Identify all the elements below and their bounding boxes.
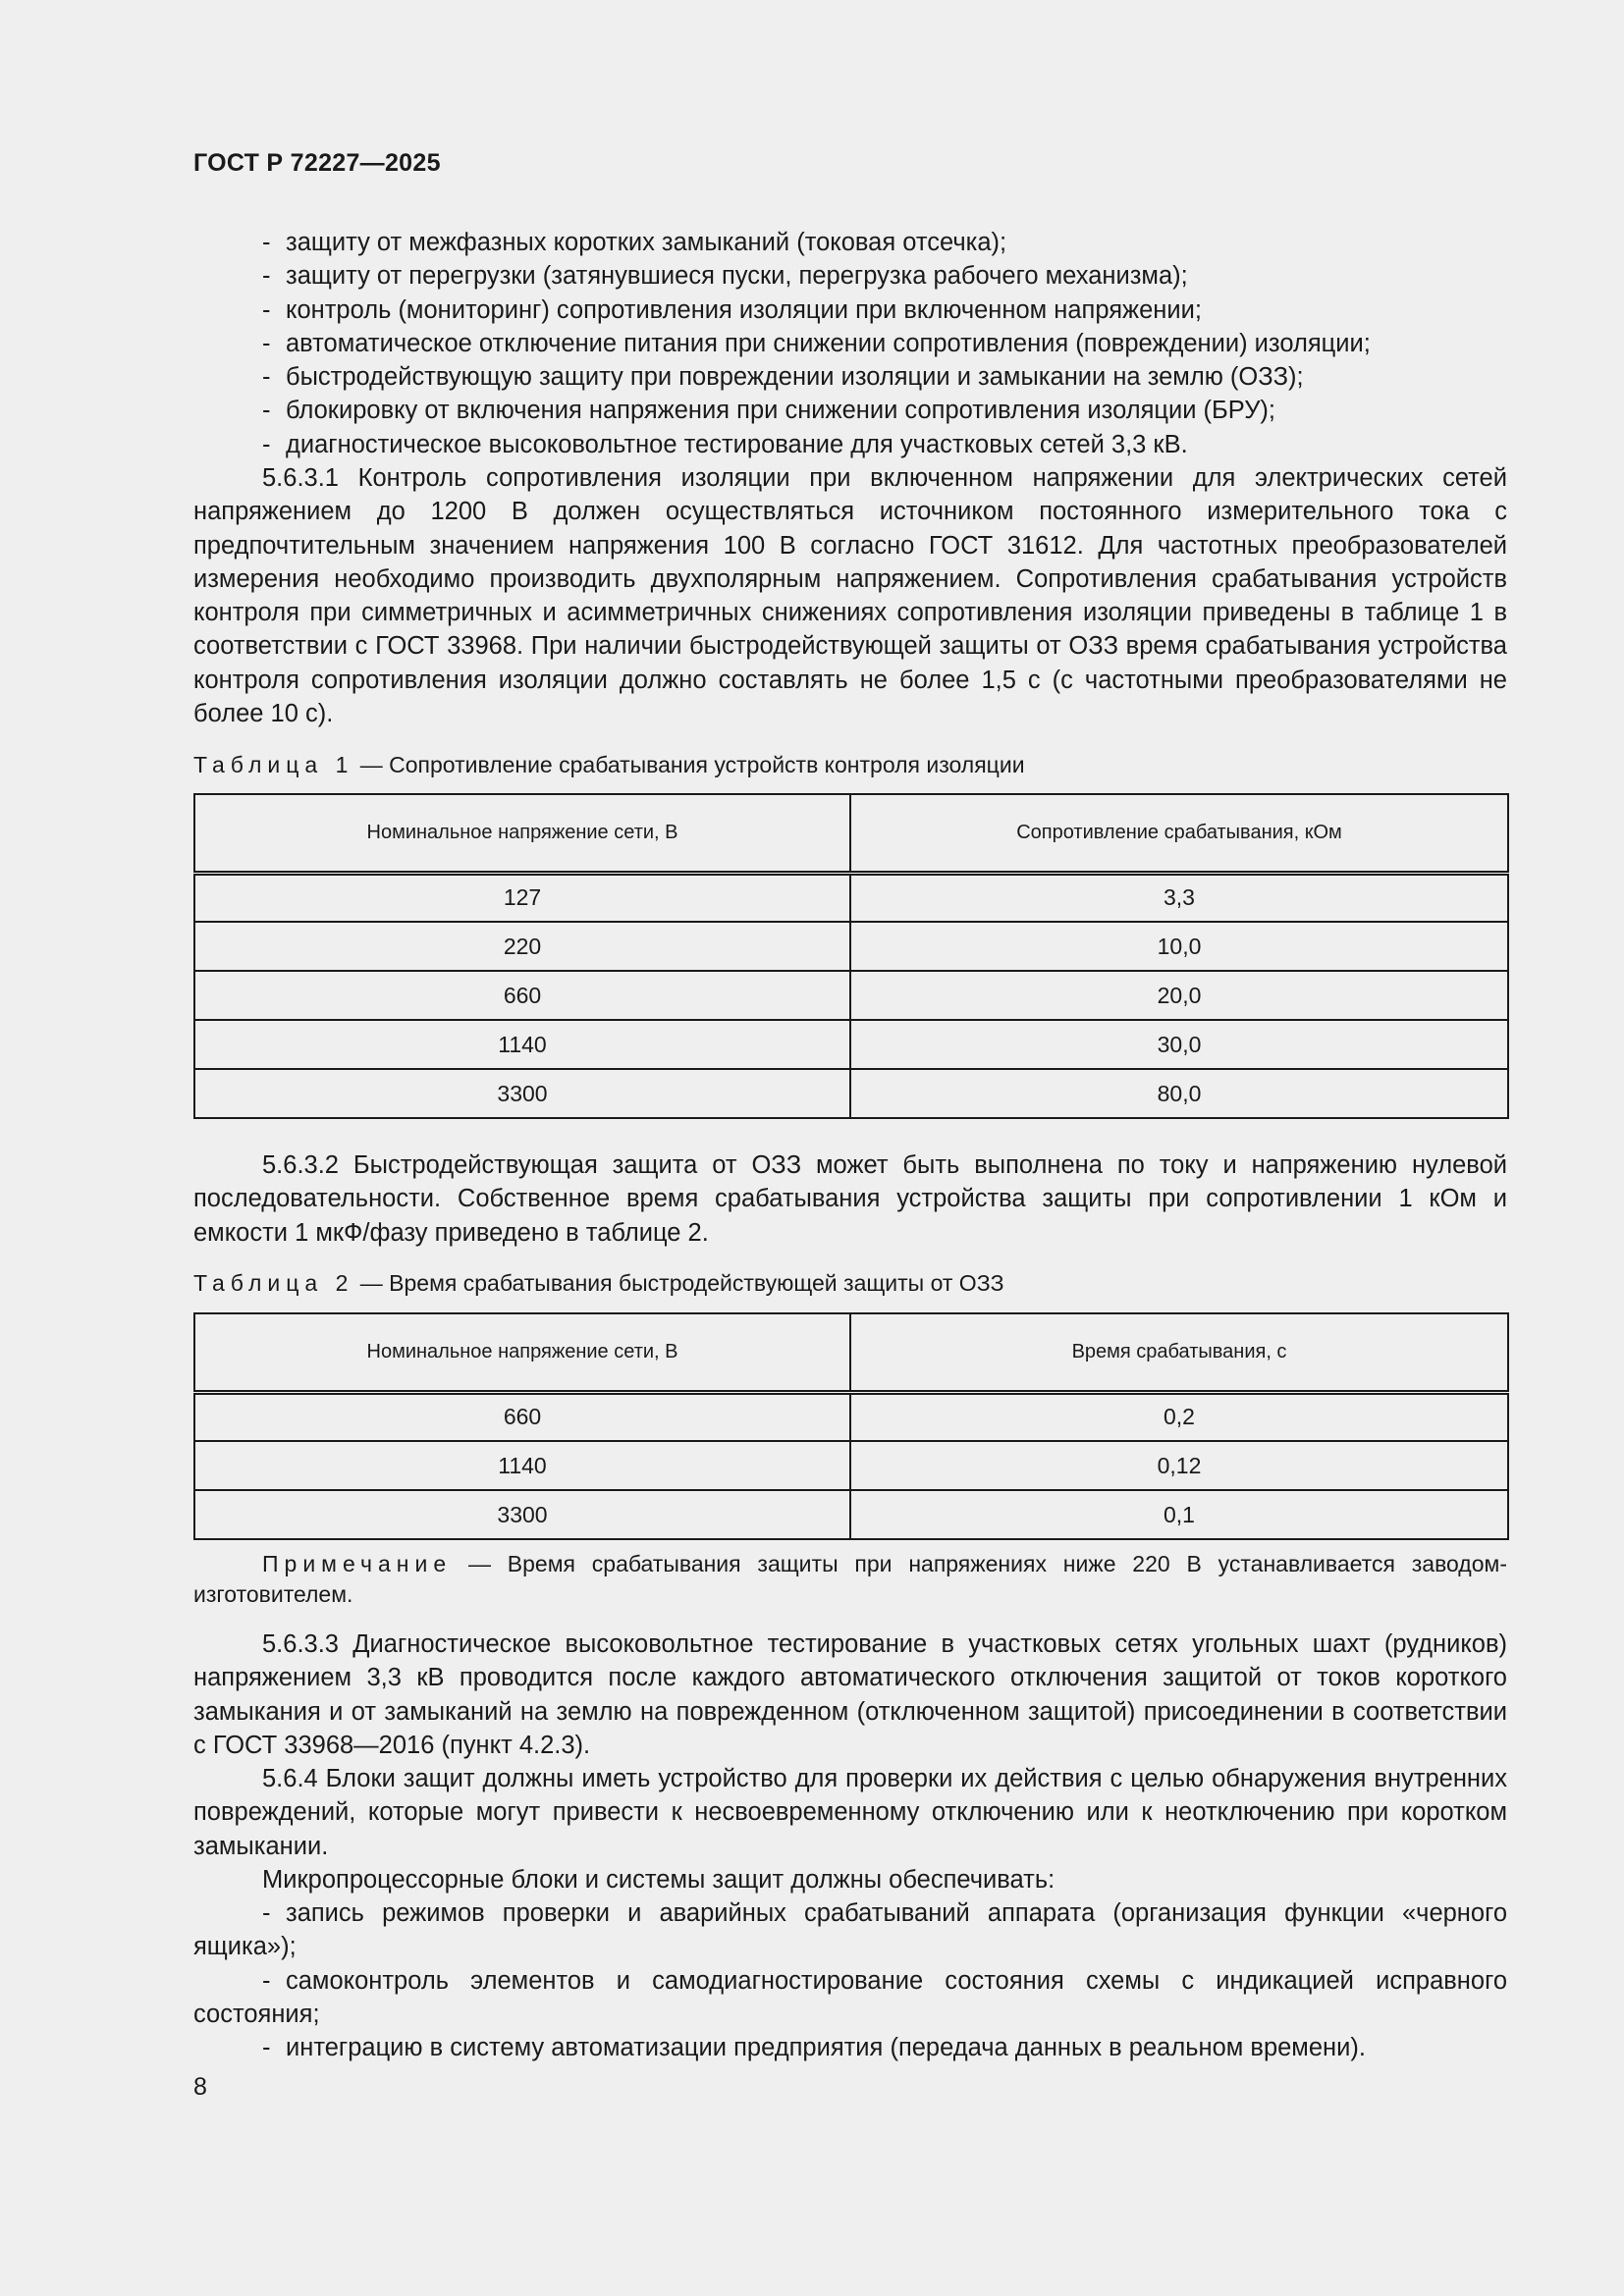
- table-cell: 1140: [194, 1020, 850, 1069]
- table-row: [194, 873, 1508, 922]
- list-item: - самоконтроль элементов и самодиагностирование состояния схемы с индикацией исправного состояния;: [193, 1966, 1507, 2028]
- table-row: [194, 1020, 1508, 1069]
- table-row: [194, 1490, 1508, 1539]
- table-2-caption: [193, 1270, 1003, 1297]
- paragraph-5-6-3-2: 5.6.3.2 Быстродействующая защита от ОЗЗ может быть выполнена по току и напряжению нулевой последовательности. Собственное время срабатывания устройства защиты при сопротивлении 1 кОм и емкости 1 мкФ/фазу приведено в таблице 2.: [193, 1151, 1507, 1247]
- table-cell: 0,2: [850, 1392, 1508, 1441]
- list-item: - блокировку от включения напряжения при снижении сопротивления изоляции (БРУ);: [262, 397, 1276, 425]
- table-row: [194, 1441, 1508, 1490]
- table-cell: 80,0: [850, 1069, 1508, 1118]
- column-header: Номинальное напряжение сети, В: [194, 794, 850, 873]
- table-row: [194, 922, 1508, 971]
- note-text: — Время срабатывания защиты при напряжениях ниже 220 В устанавливается заводом-изготовителем.: [193, 1551, 1507, 1607]
- table-1-title: — Сопротивление срабатывания устройств контроля изоляции: [353, 752, 1025, 777]
- column-header: Время срабатывания, с: [850, 1313, 1508, 1392]
- paragraph-5-6-4: 5.6.4 Блоки защит должны иметь устройство для проверки их действия с целью обнаружения внутренних повреждений, которые могут привести к несвоевременному отключению или к неотключению при коротком замыкании.: [193, 1765, 1507, 1860]
- table-cell: 3,3: [850, 873, 1508, 922]
- table-row: [194, 971, 1508, 1020]
- list-item: - защиту от межфазных коротких замыканий (токовая отсечка);: [262, 229, 1007, 256]
- page-number: 8: [193, 2073, 207, 2101]
- list-item: - защиту от перегрузки (затянувшиеся пуски, перегрузка рабочего механизма);: [262, 262, 1188, 291]
- table-cell: 220: [194, 922, 850, 971]
- protection-functions-list: [193, 226, 1507, 461]
- table-cell: 3300: [194, 1069, 850, 1118]
- paragraph-5-6-3-1: 5.6.3.1 Контроль сопротивления изоляции при включенном напряжении для электрических сетей напряжением до 1200 В должен осуществляться источником постоянного измерительного тока с предпочтительным значением напряжения 100 В согласно ГОСТ 31612. Для частотных преобразователей измерения необходимо производить двухполярным напряжением. Сопротивления срабатывания устройств контроля при симметричных и асимметричных снижениях сопротивления изоляции приведены в таблице 1 в соответствии с ГОСТ 33968. При наличии быстродействующей защиты от ОЗЗ время срабатывания устройства контроля сопротивления изоляции должно составлять не более 1,5 с (с частотными преобразователями не более 10 с).: [193, 464, 1507, 728]
- table-row: [194, 1069, 1508, 1118]
- table-cell: 3300: [194, 1490, 850, 1539]
- list-item: - автоматическое отключение питания при снижении сопротивления (повреждении) изоляции;: [262, 329, 1371, 357]
- table-cell: 1140: [194, 1441, 850, 1490]
- list-item: - диагностическое высоковольтное тестирование для участковых сетей 3,3 кВ.: [262, 430, 1188, 458]
- table-1-caption: [193, 752, 1025, 778]
- column-header: Сопротивление срабатывания, кОм: [850, 794, 1508, 873]
- paragraph-microprocessor: Микропроцессорные блоки и системы защит должны обеспечивать:: [262, 1866, 1056, 1894]
- table-cell: 0,1: [850, 1490, 1508, 1539]
- document-header: ГОСТ Р 72227—2025: [193, 149, 441, 177]
- table-cell: 0,12: [850, 1441, 1508, 1490]
- list-item: - интеграцию в систему автоматизации предприятия (передача данных в реальном времени).: [262, 2034, 1366, 2062]
- table-header-row: [194, 1313, 1508, 1392]
- table-cell: 660: [194, 1392, 850, 1441]
- table-2-title: — Время срабатывания быстродействующей защиты от ОЗЗ: [353, 1270, 1004, 1296]
- list-item: - запись режимов проверки и аварийных срабатываний аппарата (организация функции «черного ящика»);: [193, 1899, 1507, 1961]
- table-header-row: [194, 794, 1508, 873]
- table-cell: 10,0: [850, 922, 1508, 971]
- table-cell: 20,0: [850, 971, 1508, 1020]
- column-header: Номинальное напряжение сети, В: [194, 1313, 850, 1392]
- list-item: - контроль (мониторинг) сопротивления изоляции при включенном напряжении;: [262, 295, 1202, 324]
- paragraph-5-6-3-3: 5.6.3.3 Диагностическое высоковольтное тестирование в участковых сетях угольных шахт (рудников) напряжением 3,3 кВ проводится после каждого автоматического отключения защитой от токов короткого замыкания и от замыканий на землю на поврежденном (отключенном защитой) присоединении в соответствии с ГОСТ 33968—2016 (пункт 4.2.3).: [193, 1630, 1507, 1759]
- microprocessor-functions-list: [193, 1896, 1507, 2064]
- table-cell: 660: [194, 971, 850, 1020]
- table-1-label: Таблица 1: [193, 752, 354, 777]
- table-2-note: [193, 1549, 1507, 1610]
- table-2: [193, 1312, 1509, 1540]
- note-label: Примечание: [262, 1551, 453, 1576]
- list-item: - быстродействующую защиту при повреждении изоляции и замыкании на землю (ОЗЗ);: [262, 363, 1304, 392]
- table-row: [194, 1392, 1508, 1441]
- table-2-label: Таблица 2: [193, 1270, 354, 1296]
- table-1: [193, 793, 1509, 1119]
- table-cell: 30,0: [850, 1020, 1508, 1069]
- table-cell: 127: [194, 873, 850, 922]
